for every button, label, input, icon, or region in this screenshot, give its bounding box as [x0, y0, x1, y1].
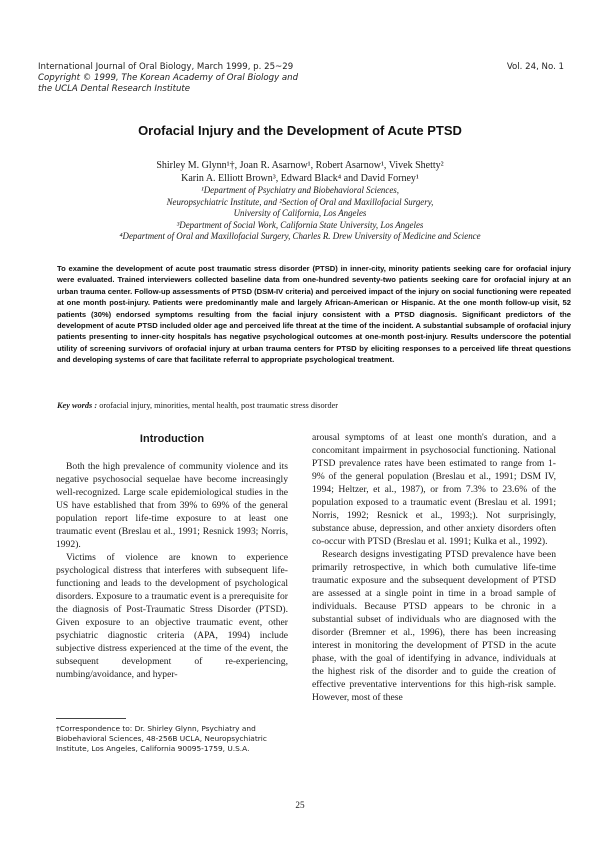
- affiliations: [0, 185, 600, 243]
- keywords-label: Key words :: [57, 401, 98, 410]
- correspondence-footnote: †Correspondence to: Dr. Shirley Glynn, Psychiatry and Biobehavioral Sciences, 48-256B UCLA, Neuropsychiatric Institute, Los Angeles, California 90095-1759, U.S.A.: [56, 724, 267, 753]
- affiliation-line: ⁴Department of Oral and Maxillofacial Surgery, Charles R. Drew University of Medicine and Science: [119, 231, 481, 242]
- affiliation-line: ³Department of Social Work, California State University, Los Angeles: [176, 219, 424, 230]
- author-line-1: Shirley M. Glynn¹†, Joan R. Asarnow¹, Robert Asarnow¹, Vivek Shetty²: [156, 160, 444, 171]
- journal-header: [38, 62, 458, 95]
- footnote-rule: [56, 718, 126, 719]
- author-list: [0, 160, 600, 185]
- section-heading-introduction: Introduction: [139, 433, 205, 445]
- paper-title: Orofacial Injury and the Development of Acute PTSD: [138, 123, 462, 138]
- page-number: 25: [295, 800, 305, 810]
- journal-citation: International Journal of Oral Biology, March 1999, p. 25~29: [38, 62, 294, 72]
- copyright-line: Copyright © 1999, The Korean Academy of Oral Biology and: [38, 73, 299, 83]
- copyright-line-2: the UCLA Dental Research Institute: [38, 84, 191, 94]
- keywords: [57, 400, 571, 411]
- keywords-text: orofacial injury, minorities, mental health, post traumatic stress disorder: [99, 401, 339, 410]
- abstract: To examine the development of acute post traumatic stress disorder (PTSD) in inner-city, minority patients seeking care for orofacial injury were evaluated. Trained interviewers collected baseline data from one-hundred seventy-two patients seeking care for orofacial injury at an urban trauma center. Follow-up assessments of PTSD (DSM-IV criteria) and perceived impact of the injury on social functioning were repeated at one month post-injury. Patients were predominantly male and largely African-American or Hispanic. At the one month follow-up visit, 52 patients (30%) endorsed symptoms resulting from the facial injury consistent with a PTSD diagnosis. Significant predictors of the development of acute PTSD included older age and perceived life threat at the time of the incident. A substantial subsample of orofacial injury patients presenting to inner-city hospitals has negative psychological outcomes at one-month post-injury. Results underscore the potential utility of screening survivors of orofacial injury at urban trauma centers for PTSD by eliciting responses to a perceived life threat questions and developing systems of care that facilitate referral to appropriate psychological treatment.: [57, 264, 571, 365]
- paragraph: Research designs investigating PTSD prevalence have been primarily retrospective, in which both cumulative life-time traumatic exposure and the subsequent development of PTSD are assessed at a single point in time in a broad sample of individuals. Because PTSD appears to be chronic in a substantial subset of individuals who are diagnosed with the disorder (Bremner et al., 1996), there has been increasing interest in monitoring the development of PTSD in the acute phase, with the goal of identifying in advance, individuals at the highest risk of the disorder and to guide the creation of effective preventative interventions for this high-risk sample. However, most of these: [312, 549, 556, 703]
- volume-issue: Vol. 24, No. 1: [506, 62, 564, 72]
- affiliation-line: University of California, Los Angeles: [233, 208, 367, 219]
- right-column: [312, 431, 556, 704]
- author-line-2: Karin A. Elliott Brown³, Edward Black⁴ and David Forney¹: [181, 172, 419, 184]
- affiliation-line: ¹Department of Psychiatry and Biobehavioral Sciences,: [201, 185, 399, 195]
- paragraph: Victims of violence are known to experience psychological distress that interferes with subsequent life-functioning and leads to the development of psychological disorders. Exposure to a traumatic event is a prerequisite for the diagnosis of Post-Traumatic Stress Disorder (PTSD). Given exposure to an objective traumatic event, other psychiatric diagnostic criteria (APA, 1994) include subjective distress experienced at the time of the event, the subsequent development of re-experiencing, numbing/avoidance, and hyper-: [56, 552, 288, 680]
- left-column: [56, 460, 288, 681]
- paragraph: arousal symptoms of at least one month's duration, and a concomitant impairment in psychosocial functioning. National PTSD prevalence rates have been estimated to range from 1-9% of the general population (Breslau et al., 1991; DSM IV, 1994; Heltzer, et al., 1987), or from 7.3% to 23.6% of the population exposed to a traumatic event (Breslau et al. 1991; Norris, 1992; Resnick et al., 1993;). Not surprisingly, substance abuse, depression, and other anxiety disorders often co-occur with PTSD (Breslau et al. 1991; Kulka et al., 1992).: [312, 432, 556, 547]
- paragraph: Both the high prevalence of community violence and its negative psychosocial sequelae have become increasingly well-recognized. Large scale epidemiological studies in the US have established that from 39% to 69% of the general population report life-time exposure to at least one traumatic event (Breslau et al., 1991; Resnick 1993; Norris, 1992).: [56, 461, 288, 550]
- affiliation-line: Neuropsychiatric Institute, and ²Section of Oral and Maxillofacial Surgery,: [166, 196, 434, 207]
